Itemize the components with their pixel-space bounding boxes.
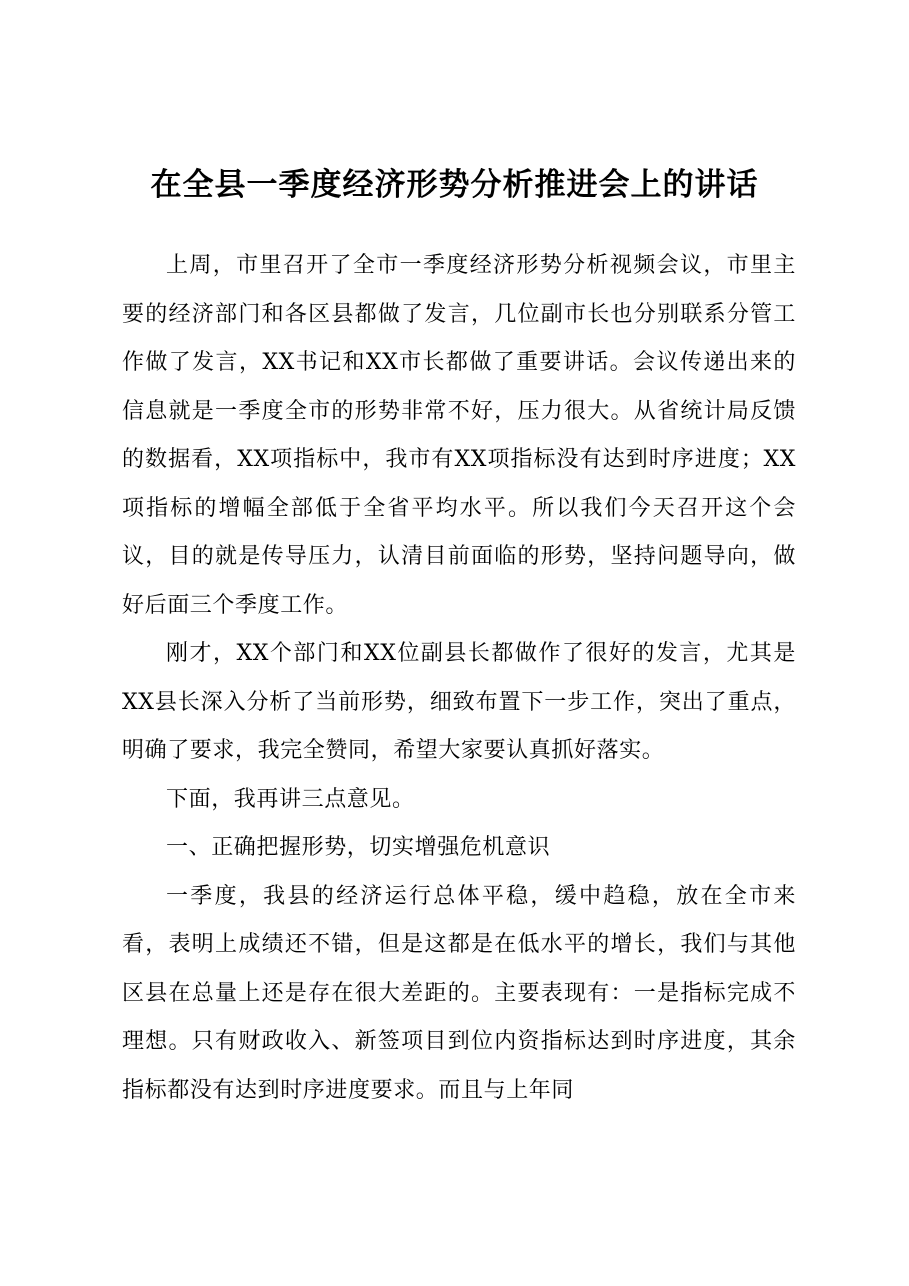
paragraph-3: 下面，我再讲三点意见。 — [166, 786, 415, 812]
section-heading-1: 一、正确把握形势，切实增强危机意识 — [166, 835, 551, 860]
document-body — [122, 242, 796, 1115]
paragraph-2: 刚才，XX个部门和XX位副县长都做作了很好的发言，尤其是XX县长深入分析了当前形势，细致布置下一步工作，突出了重点，明确了要求，我完全赞同，希望大家要认真抓好落实。 — [122, 641, 796, 763]
document-title: 在全县一季度经济形势分析推进会上的讲话 — [150, 167, 759, 203]
paragraph-4: 一季度，我县的经济运行总体平稳，缓中趋稳，放在全市来看，表明上成绩还不错，但是这都是在低水平的增长，我们与其他区县在总量上还是存在很大差距的。主要表现有：一是指标完成不理想。只有财政收入、新签项目到位内资指标达到时序进度，其余指标都没有达到时序进度要求。而且与上年同 — [122, 883, 796, 1103]
paragraph-1: 上周，市里召开了全市一季度经济形势分析视频会议，市里主要的经济部门和各区县都做了发言，几位副市长也分别联系分管工作做了发言，XX书记和XX市长都做了重要讲话。会议传递出来的信息就是一季度全市的形势非常不好，压力很大。从省统计局反馈的数据看，XX项指标中，我市有XX项指标没有达到时序进度；XX项指标的增幅全部低于全省平均水平。所以我们今天召开这个会议，目的就是传导压力，认清目前面临的形势，坚持问题导向，做好后面三个季度工作。 — [122, 253, 796, 618]
